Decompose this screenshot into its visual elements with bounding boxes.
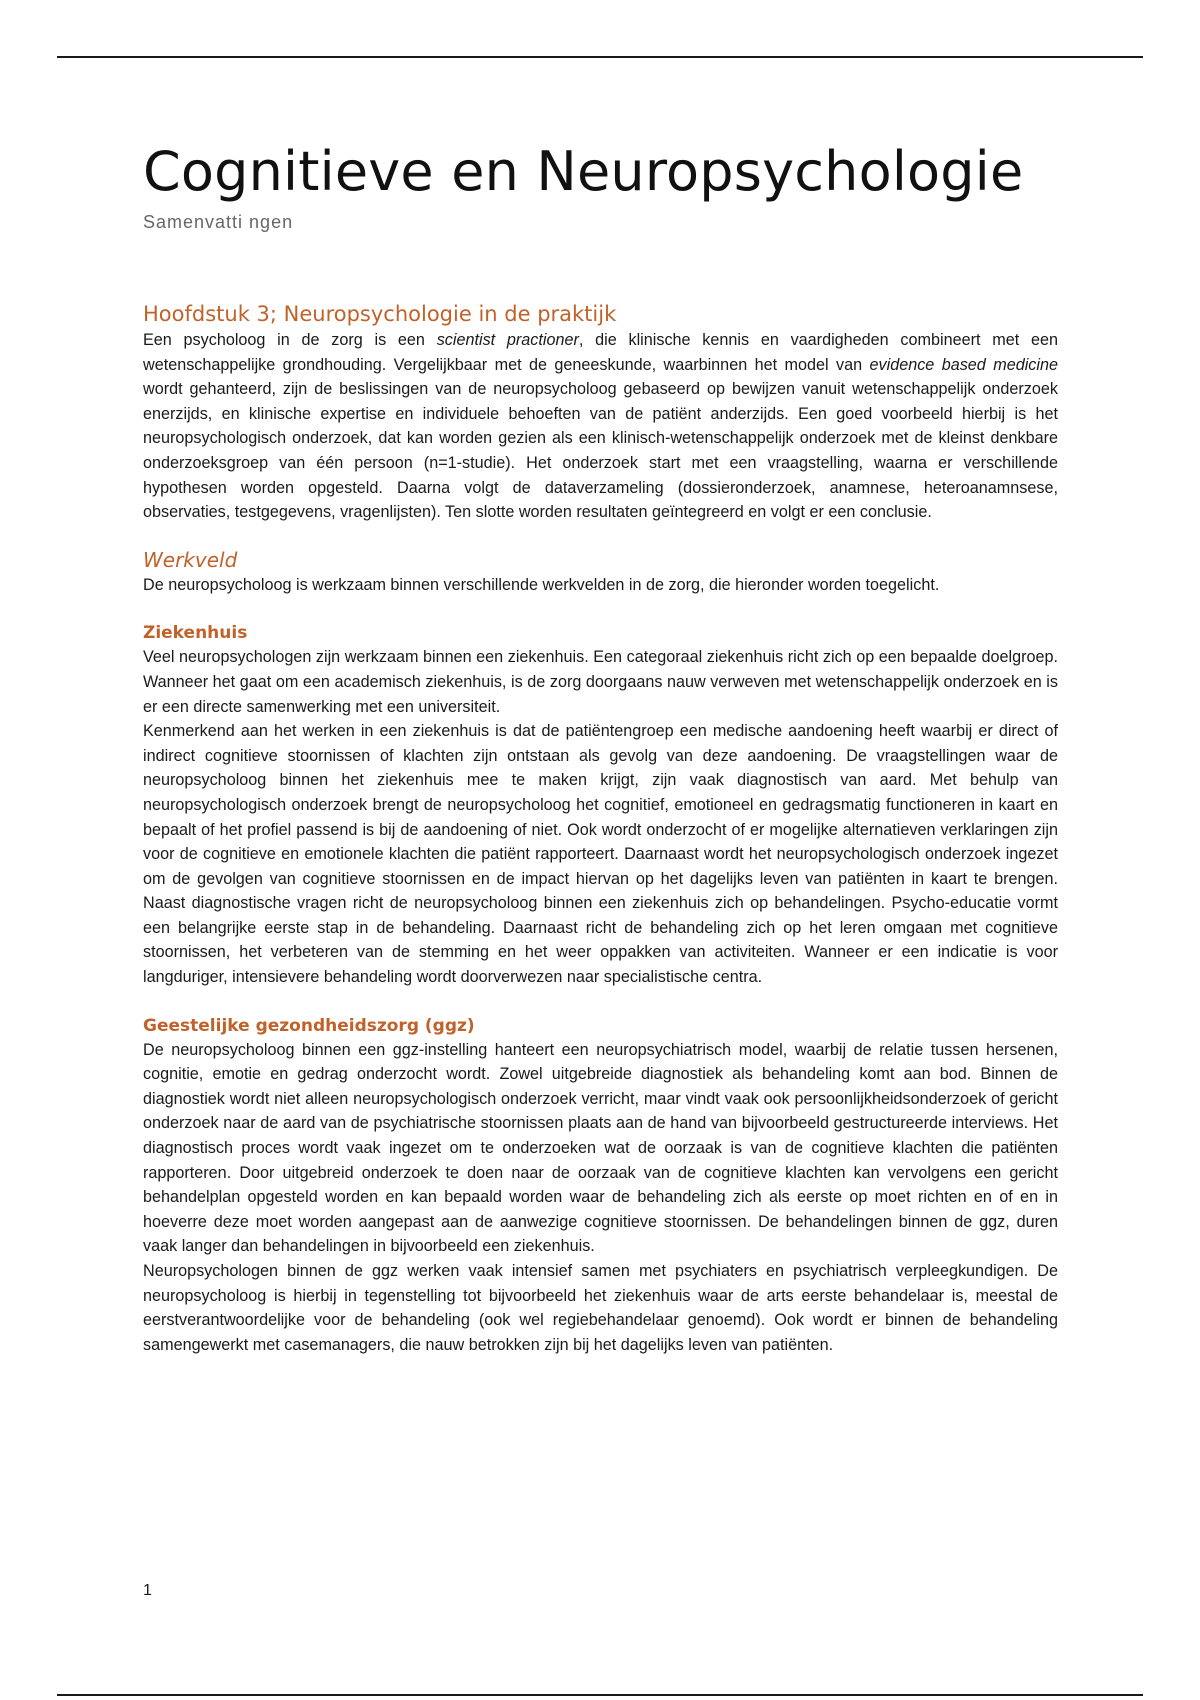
ziekenhuis-paragraph-2: Kenmerkend aan het werken in een ziekenhuis is dat de patiëntengroep een medische aandoening heeft waarbij er direct of indirect cognitieve stoornissen of klachten zijn ontstaan als gevolg van deze aandoening. De vraagstellingen waar de neuropsycholoog binnen het ziekenhuis mee te maken krijgt, zijn vaak diagnostisch van aard. Met behulp van neuropsychologisch onderzoek brengt de neuropsycholoog het cognitief, emotioneel en gedragsmatig functioneren in kaart en bepaalt of het profiel passend is bij de aandoening of niet. Ook wordt onderzocht of er mogelijke alternatieven verklaringen zijn voor de cognitieve en emotionele klachten die patiënt rapporteert. Daarnaast wordt het neuropsychologisch onderzoek ingezet om de gevolgen van cognitieve stoornissen en de impact hiervan op het dagelijks leven van patiënten in kaart te brengen. Naast diagnostische vragen richt de neuropsycholoog binnen een ziekenhuis zich op behandelingen. Psycho-educatie vormt een belangrijke eerste stap in de behandeling. Daarnaast richt de behandeling zich op het leren omgaan met cognitieve stoornissen, het verbeteren van de stemming en het weer oppakken van activiteiten. Wanneer er een indicatie is voor langduriger, intensievere behandeling wordt doorverwezen naar specialistische centra. <box>143 722 1058 987</box>
ziekenhuis-paragraph-1: Veel neuropsychologen zijn werkzaam binnen een ziekenhuis. Een categoraal ziekenhuis richt zich op een bepaalde doelgroep. Wanneer het gaat om een academisch ziekenhuis, is de zorg doorgaans nauw verweven met wetenschappelijk onderzoek en is er een directe samenwerking met een universiteit. <box>143 648 1058 716</box>
intro-emphasis-2: evidence based medicine <box>869 355 1058 374</box>
bottom-rule <box>57 1694 1143 1696</box>
page-number: 1 <box>143 1582 152 1599</box>
ggz-paragraph-2: Neuropsychologen binnen de ggz werken vaak intensief samen met psychiaters en psychiatrisch verpleegkundigen. De neuropsycholoog is hierbij in tegenstelling tot bijvoorbeeld het ziekenhuis waar de arts eerste behandelaar is, meestal de eerstverantwoordelijke voor de behandeling (ook wel regiebehandelaar genoemd). Ook wordt er binnen de behandeling samengewerkt met casemanagers, die nauw betrokken zijn bij het dagelijks leven van patiënten. <box>143 1262 1058 1354</box>
intro-emphasis-1: scientist practioner <box>436 331 579 349</box>
werkveld-heading: Werkveld <box>143 547 238 572</box>
intro-text-2: , die klinische kennis en vaardigheden combineert met een wetenschappelijke grondhouding. Vergelijkbaar met de geneeskunde, waarbinnen het model van <box>143 331 1058 374</box>
werkveld-paragraph: De neuropsycholoog is werkzaam binnen verschillende werkvelden in de zorg, die hieronder worden toegelicht. <box>143 575 940 594</box>
ziekenhuis-heading: Ziekenhuis <box>143 623 248 644</box>
ggz-heading: Geestelijke gezondheidszorg (ggz) <box>143 1015 475 1036</box>
document-body <box>143 300 1058 1357</box>
document-title: Cognitieve en Neuropsychologie <box>143 140 1024 203</box>
chapter-heading: Hoofdstuk 3; Neuropsychologie in de praktijk <box>143 302 617 326</box>
document-subtitle: Samenvatti ngen <box>143 212 294 232</box>
intro-text-3: wordt gehanteerd, zijn de beslissingen van de neuropsycholoog gebaseerd op bewijzen vanuit wetenschappelijk onderzoek enerzijds, en klinische expertise en individuele behoeften van de patiënt anderzijds. Een goed voorbeeld hierbij is het neuropsychologisch onderzoek, dat kan worden gezien als een klinisch-wetenschappelijk onderzoek met de kleinst denkbare onderzoeksgroep van één persoon (n=1-studie). Het onderzoek start met een vraagstelling, waarna er verschillende hypothesen worden opgesteld. Daarna volgt de dataverzameling (dossieronderzoek, anamnese, heteroanamnsese, observaties, testgegevens, vragenlijsten). Ten slotte worden resultaten geïntegreerd en volgt er een conclusie. <box>143 380 1058 522</box>
ggz-paragraph-1: De neuropsycholoog binnen een ggz-instelling hanteert een neuropsychiatrisch model, waarbij de relatie tussen hersenen, cognitie, emotie en gedrag onderzocht wordt. Zowel uitgebreide diagnostiek als behandeling komt aan bod. Binnen de diagnostiek wordt niet alleen neuropsychologisch onderzoek verricht, maar vindt vaak ook persoonlijkheidsonderzoek of gericht onderzoek naar de aard van de psychiatrische stoornissen plaats aan de hand van bijvoorbeeld gestructureerde interviews. Het diagnostisch proces wordt vaak ingezet om te onderzoeken wat de oorzaak is van de cognitieve klachten die patiënten rapporteren. Door uitgebreid onderzoek te doen naar de oorzaak van de cognitieve klachten kan vervolgens een gericht behandelplan opgesteld worden en kan bepaald worden waar de behandeling zich als eerste op moet richten en of en in hoeverre deze moet worden aangepast aan de aanwezige cognitieve stoornissen. De behandelingen binnen de ggz, duren vaak langer dan behandelingen in bijvoorbeeld een ziekenhuis. <box>143 1040 1058 1256</box>
chapter-intro-paragraph <box>143 328 1058 525</box>
top-rule <box>57 56 1143 58</box>
intro-text-1: Een psycholoog in de zorg is een <box>143 331 437 349</box>
